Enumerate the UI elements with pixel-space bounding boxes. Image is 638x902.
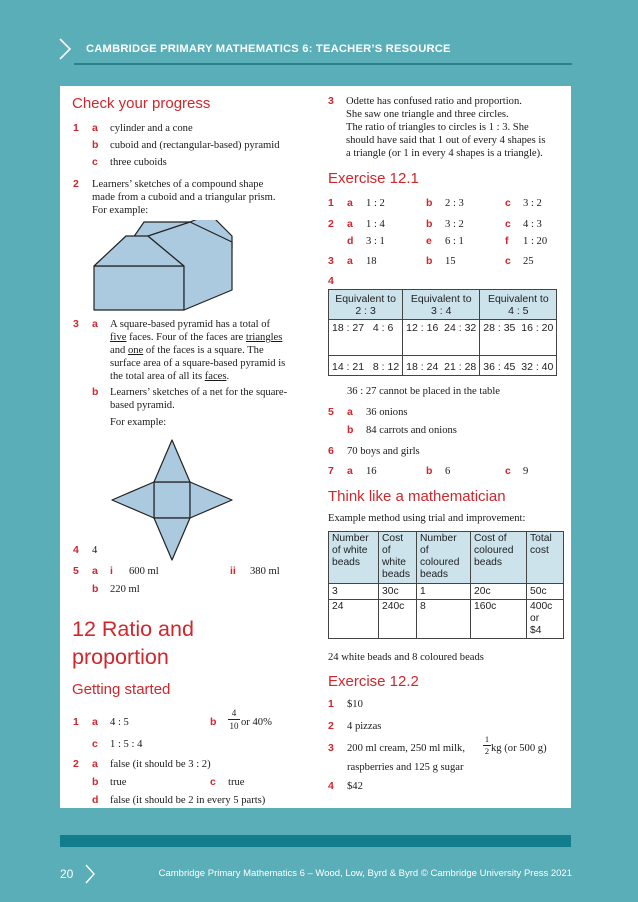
table-cell bbox=[480, 320, 557, 356]
answer-text: true bbox=[228, 777, 245, 788]
answer-text: 4 pizzas bbox=[347, 721, 382, 732]
header-line: Cost bbox=[382, 533, 404, 544]
answer-text: 600 ml bbox=[129, 566, 159, 577]
table-header bbox=[527, 532, 564, 584]
ratio-value: 4 : 6 bbox=[372, 322, 394, 334]
table-cell: 20c bbox=[471, 584, 527, 600]
part-label: c bbox=[505, 218, 511, 230]
question-number: 1 bbox=[328, 197, 334, 209]
page-header bbox=[0, 0, 638, 100]
table-row bbox=[329, 356, 557, 376]
header-line: 4 : 5 bbox=[508, 304, 529, 317]
answer-text: 1 : 2 bbox=[366, 198, 385, 209]
question-number: 4 bbox=[328, 275, 334, 287]
header-line: Equivalent to bbox=[487, 292, 549, 305]
fraction-denominator: 10 bbox=[229, 721, 239, 731]
answer-text: 6 : 1 bbox=[445, 236, 464, 247]
answer-text: The ratio of triangles to circles is 1 : 3. She bbox=[346, 122, 529, 133]
part-label: c bbox=[92, 156, 98, 168]
beads-table bbox=[328, 531, 564, 639]
ratio-value: 18 : 27 bbox=[332, 322, 365, 334]
underlined-word: faces bbox=[204, 371, 227, 382]
table-row bbox=[329, 320, 557, 356]
answer-text: raspberries and 125 g sugar bbox=[347, 762, 464, 773]
cell-line: 400c bbox=[530, 601, 553, 612]
answer-text: of the faces is a square. The bbox=[143, 345, 264, 356]
part-label: c bbox=[92, 738, 98, 750]
answer-text: 18 bbox=[366, 256, 377, 267]
table-cell: 3 bbox=[329, 584, 379, 600]
ratio-value: 24 : 32 bbox=[444, 322, 477, 334]
think-like-a-mathematician-heading: Think like a mathematician bbox=[328, 488, 506, 505]
underlined-word: one bbox=[127, 345, 144, 356]
table-header bbox=[417, 532, 471, 584]
table-header bbox=[379, 532, 417, 584]
ratio-value: 12 : 16 bbox=[406, 322, 439, 334]
question-number: 4 bbox=[328, 780, 334, 792]
part-label: c bbox=[505, 197, 511, 209]
answer-text bbox=[110, 331, 282, 344]
question-number: 2 bbox=[73, 178, 79, 190]
ratio-value: 8 : 12 bbox=[372, 361, 400, 373]
header-line: of white bbox=[332, 545, 368, 556]
question-number: 2 bbox=[73, 758, 79, 770]
question-number: 2 bbox=[328, 720, 334, 732]
header-line: 2 : 3 bbox=[355, 304, 376, 317]
answer-text: 25 bbox=[523, 256, 534, 267]
page-content bbox=[60, 86, 571, 808]
table-cell: 50c bbox=[527, 584, 564, 600]
answer-text: 3 : 1 bbox=[366, 236, 385, 247]
subpart-label: ii bbox=[230, 565, 236, 577]
answer-text: 70 boys and girls bbox=[347, 446, 420, 457]
answer-text: 84 carrots and onions bbox=[366, 425, 457, 436]
exercise-12-1-heading: Exercise 12.1 bbox=[328, 170, 419, 187]
header-line: Equivalent to bbox=[335, 292, 396, 305]
answer-text: 200 ml cream, 250 ml milk, bbox=[347, 743, 465, 754]
part-label: a bbox=[92, 565, 98, 577]
answer-text: made from a cuboid and a triangular prism. bbox=[92, 192, 276, 203]
table-row bbox=[329, 584, 564, 600]
answer-text: 2 : 3 bbox=[445, 198, 464, 209]
answer-text: or 40% bbox=[241, 717, 272, 728]
answer-text: true bbox=[110, 777, 127, 788]
fraction-bar bbox=[228, 719, 240, 720]
part-label: b bbox=[347, 424, 354, 436]
part-label: b bbox=[92, 583, 99, 595]
exercise-12-2-heading: Exercise 12.2 bbox=[328, 673, 419, 690]
part-label: b bbox=[92, 139, 99, 151]
getting-started-heading: Getting started bbox=[72, 681, 171, 698]
table-cell: 240c bbox=[379, 600, 417, 639]
ratio-value: 18 : 24 bbox=[406, 361, 439, 373]
part-label: a bbox=[347, 255, 353, 267]
table-cell: 8 bbox=[417, 600, 471, 639]
running-title: CAMBRIDGE PRIMARY MATHEMATICS 6: TEACHER’S RESOURCE bbox=[86, 43, 451, 55]
header-line: Equivalent to bbox=[410, 292, 472, 305]
header-line: coloured bbox=[420, 557, 460, 568]
table-cell bbox=[329, 320, 403, 356]
pyramid-net-sketch bbox=[110, 438, 234, 562]
part-label: a bbox=[347, 406, 353, 418]
table-cell: 30c bbox=[379, 584, 417, 600]
header-line: Cost of bbox=[474, 533, 507, 544]
answer-text: 4 : 5 bbox=[110, 717, 129, 728]
part-label: b bbox=[210, 716, 217, 728]
answer-text: For example: bbox=[110, 417, 167, 428]
part-label: d bbox=[347, 235, 354, 247]
table-header bbox=[329, 532, 379, 584]
underlined-word: triangles bbox=[245, 332, 283, 343]
fraction-numerator: 4 bbox=[231, 708, 237, 718]
answer-text: $10 bbox=[347, 699, 363, 710]
header-line: of bbox=[420, 545, 429, 556]
header-line: beads bbox=[332, 557, 361, 568]
table-cell bbox=[403, 320, 480, 356]
ratio-value: 21 : 28 bbox=[444, 361, 477, 373]
answer-text: 380 ml bbox=[250, 566, 280, 577]
answer-text: 36 onions bbox=[366, 407, 408, 418]
question-number: 1 bbox=[328, 698, 334, 710]
answer-text: 16 bbox=[366, 466, 377, 477]
ratio-value: 16 : 20 bbox=[521, 322, 554, 334]
question-number: 2 bbox=[328, 218, 334, 230]
table-cell: 1 bbox=[417, 584, 471, 600]
question-number: 3 bbox=[328, 95, 334, 107]
part-label: b bbox=[92, 776, 99, 788]
question-number: 4 bbox=[73, 544, 79, 556]
chevron-right-icon bbox=[84, 864, 96, 884]
compound-shape-sketch bbox=[88, 220, 256, 312]
subpart-label: i bbox=[110, 565, 113, 577]
answer-text: For example: bbox=[92, 205, 149, 216]
fraction-denominator: 2 bbox=[484, 746, 490, 756]
part-label: a bbox=[92, 122, 98, 134]
part-label: c bbox=[505, 255, 511, 267]
question-number: 7 bbox=[328, 465, 334, 477]
answer-text bbox=[110, 370, 229, 383]
part-label: a bbox=[347, 465, 353, 477]
header-line: coloured bbox=[474, 545, 514, 556]
answer-text: faces. Four of the faces are bbox=[126, 332, 246, 343]
underlined-word: five bbox=[110, 332, 127, 343]
ratio-value: 28 : 35 bbox=[483, 322, 516, 334]
answer-text: Learners’ sketches of a compound shape bbox=[92, 179, 264, 190]
answer-text: 6 bbox=[445, 466, 451, 477]
part-label: a bbox=[347, 218, 353, 230]
check-your-progress-heading: Check your progress bbox=[72, 95, 211, 112]
unit-title: 12 Ratio and bbox=[72, 617, 194, 641]
part-label: a bbox=[92, 318, 98, 330]
answer-text: 1 : 5 : 4 bbox=[110, 739, 143, 750]
part-label: c bbox=[210, 776, 216, 788]
answer-text: . bbox=[226, 371, 230, 382]
part-label: d bbox=[92, 794, 99, 806]
answer-text: 24 white beads and 8 coloured beads bbox=[328, 652, 484, 663]
answer-text: 1 : 4 bbox=[366, 219, 385, 230]
cell-line: $4 bbox=[530, 625, 542, 636]
table-cell bbox=[480, 356, 557, 376]
part-label: b bbox=[426, 255, 433, 267]
answer-text: and bbox=[110, 345, 128, 356]
answer-text: Odette has confused ratio and proportion. bbox=[346, 96, 522, 107]
part-label: a bbox=[92, 716, 98, 728]
question-number: 3 bbox=[73, 318, 79, 330]
answer-text: 4 : 3 bbox=[523, 219, 542, 230]
question-number: 6 bbox=[328, 445, 334, 457]
question-number: 1 bbox=[73, 122, 79, 134]
answer-text: 3 : 2 bbox=[445, 219, 464, 230]
header-line: cost bbox=[530, 545, 549, 556]
ratio-value: 32 : 40 bbox=[521, 361, 554, 373]
question-number: 5 bbox=[328, 406, 334, 418]
table-cell bbox=[527, 600, 564, 639]
header-line: 3 : 4 bbox=[431, 304, 452, 317]
header-line: beads bbox=[474, 557, 503, 568]
answer-text: 4 bbox=[92, 545, 98, 556]
header-line: white bbox=[382, 557, 407, 568]
header-line: beads bbox=[420, 569, 449, 580]
answer-text: false (it should be 2 in every 5 parts) bbox=[110, 795, 266, 806]
answer-text: surface area of a square-based pyramid is bbox=[110, 358, 286, 369]
answer-text bbox=[110, 344, 264, 357]
part-label: c bbox=[505, 465, 511, 477]
answer-text: based pyramid. bbox=[110, 400, 175, 411]
answer-text: 3 : 2 bbox=[523, 198, 542, 209]
part-label: b bbox=[426, 218, 433, 230]
answer-text: Example method using trial and improvement: bbox=[328, 513, 526, 524]
footer-bar bbox=[60, 835, 571, 847]
question-number: 1 bbox=[73, 716, 79, 728]
table-cell: 160c bbox=[471, 600, 527, 639]
table-cell: 24 bbox=[329, 600, 379, 639]
chevron-right-icon bbox=[58, 38, 72, 60]
equivalent-ratios-table bbox=[328, 289, 557, 376]
answer-text: three cuboids bbox=[110, 157, 167, 168]
header-line: Total bbox=[530, 533, 552, 544]
answer-text: the total area of all its bbox=[110, 371, 205, 382]
table-header bbox=[471, 532, 527, 584]
page-number: 20 bbox=[60, 867, 74, 881]
part-label: a bbox=[347, 197, 353, 209]
part-label: b bbox=[426, 465, 433, 477]
ratio-value: 14 : 21 bbox=[332, 361, 365, 373]
answer-text: 9 bbox=[523, 466, 529, 477]
answer-text: She saw one triangle and three circles. bbox=[346, 109, 509, 120]
table-header bbox=[329, 290, 403, 320]
question-number: 3 bbox=[328, 255, 334, 267]
header-line: of bbox=[382, 545, 391, 556]
answer-text: A square-based pyramid has a total of bbox=[110, 319, 271, 330]
answer-text: false (it should be 3 : 2) bbox=[110, 759, 211, 770]
table-cell bbox=[403, 356, 480, 376]
answer-text: a triangle (or 1 in every 4 shapes is a triangle). bbox=[346, 148, 543, 159]
answer-text: 1 : 20 bbox=[523, 236, 548, 247]
table-header bbox=[480, 290, 557, 320]
unit-title: proportion bbox=[72, 645, 169, 669]
table-header bbox=[403, 290, 480, 320]
header-line: Number bbox=[332, 533, 369, 544]
part-label: a bbox=[92, 758, 98, 770]
part-label: b bbox=[92, 386, 99, 398]
page-footer bbox=[0, 858, 638, 888]
answer-text: $42 bbox=[347, 781, 363, 792]
header-line: beads bbox=[382, 569, 411, 580]
part-label: f bbox=[505, 235, 509, 247]
ratio-value: 36 : 45 bbox=[483, 361, 516, 373]
answer-text: 36 : 27 cannot be placed in the table bbox=[347, 386, 500, 397]
cell-line: or bbox=[530, 613, 540, 624]
question-number: 3 bbox=[328, 742, 334, 754]
part-label: b bbox=[426, 197, 433, 209]
table-cell bbox=[329, 356, 403, 376]
copyright-notice: Cambridge Primary Mathematics 6 – Wood, Low, Byrd & Byrd © Cambridge University Press 2021 bbox=[158, 868, 572, 879]
answer-text: should have said that 1 out of every 4 shapes is bbox=[346, 135, 546, 146]
answer-text: cylinder and a cone bbox=[110, 123, 193, 134]
answer-text: 15 bbox=[445, 256, 456, 267]
answer-text: kg (or 500 g) bbox=[491, 743, 547, 754]
table-row bbox=[329, 600, 564, 639]
header-line: Number bbox=[420, 533, 457, 544]
question-number: 5 bbox=[73, 565, 79, 577]
answer-text: Learners’ sketches of a net for the square- bbox=[110, 387, 288, 398]
header-rule bbox=[74, 63, 572, 65]
part-label: e bbox=[426, 235, 432, 247]
answer-text: cuboid and (rectangular-based) pyramid bbox=[110, 140, 280, 151]
answer-text: 220 ml bbox=[110, 584, 140, 595]
fraction-numerator: 1 bbox=[484, 734, 490, 744]
